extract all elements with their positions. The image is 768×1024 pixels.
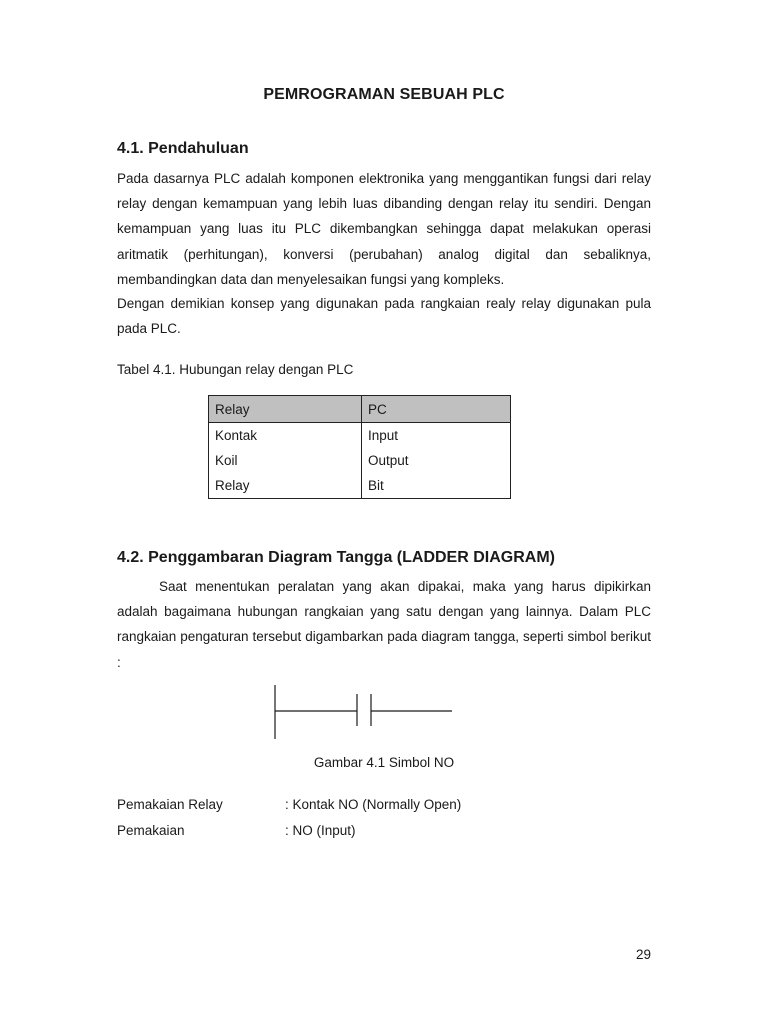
table-row [209,473,511,499]
table-cell: Kontak [209,423,362,449]
figure-caption: Gambar 4.1 Simbol NO [313,755,455,770]
usage-value: : NO (Input) [285,823,356,838]
relay-plc-table [208,395,511,499]
section-heading-ladder-diagram: 4.2. Penggambaran Diagram Tangga (LADDER DIAGRAM) [117,549,555,566]
table-cell: Output [362,448,511,473]
usage-value: : Kontak NO (Normally Open) [285,797,462,812]
usage-row [117,797,461,812]
paragraph-ladder: Saat menentukan peralatan yang akan dipakai, maka yang harus dipikirkan adalah bagaimana hubungan rangkaian yang satu dengan yang lainnya. Dalam PLC rangkaian pengaturan tersebut digambarkan pada diagram tangga, seperti simbol berikut : [117,579,651,670]
page-number: 29 [636,947,652,962]
paragraph-concept: Dengan demikian konsep yang digunakan pada rangkaian realy relay digunakan pula pada PLC. [117,296,651,337]
table-row [209,448,511,473]
usage-label: Pemakaian Relay [117,797,223,812]
table-header-row [209,396,511,423]
normally-open-contact-symbol [270,683,460,743]
table-header-cell: PC [362,396,511,423]
table-cell: Koil [209,448,362,473]
table-row [209,423,511,449]
usage-row [117,823,356,838]
section-heading-pendahuluan: 4.1. Pendahuluan [117,140,249,157]
usage-label: Pemakaian [117,823,185,838]
table-cell: Input [362,423,511,449]
paragraph-intro: Pada dasarnya PLC adalah komponen elektronika yang menggantikan fungsi dari relay relay dengan kemampuan yang lebih luas dibanding dengan relay itu sendiri. Dengan kemampuan yang luas itu PLC dikembangkan sehingga dapat melakukan operasi aritmatik (perhitungan), konversi (perubahan) analog digital dan sebaliknya, membandingkan data dan menyelesaikan fungsi yang kompleks. [117,171,651,287]
table-cell: Bit [362,473,511,499]
table-caption: Tabel 4.1. Hubungan relay dengan PLC [117,362,354,377]
document-title: PEMROGRAMAN SEBUAH PLC [263,86,505,103]
table-header-cell: Relay [209,396,362,423]
table-cell: Relay [209,473,362,499]
